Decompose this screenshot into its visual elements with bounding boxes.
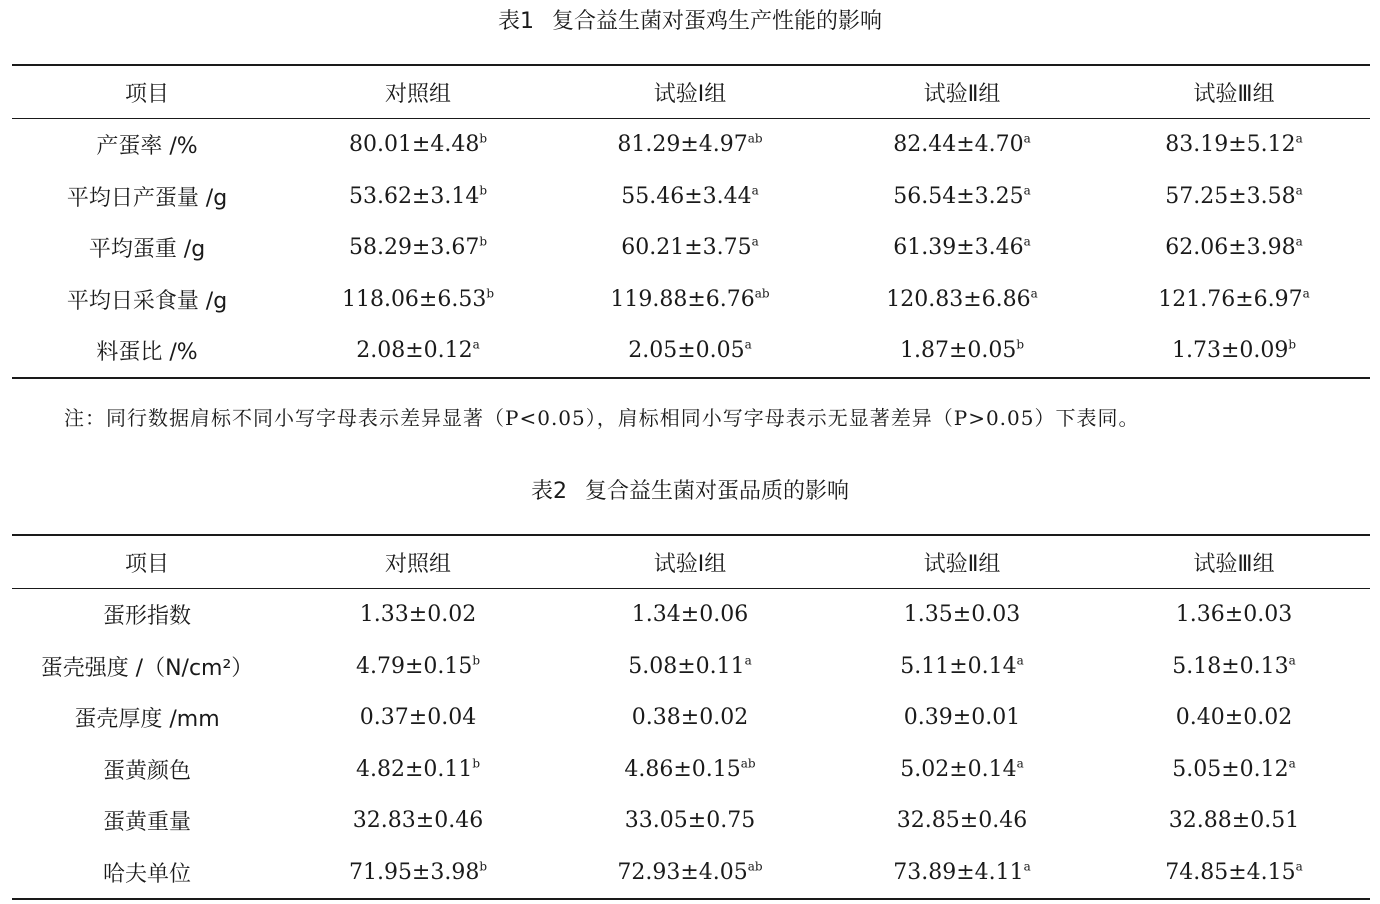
cell-value: 72.93±4.05 bbox=[617, 859, 748, 885]
data-cell bbox=[282, 795, 554, 847]
table-row bbox=[12, 744, 1370, 796]
cell-value: 58.29±3.67 bbox=[348, 235, 480, 261]
significance-superscript: b bbox=[479, 234, 488, 249]
table-row bbox=[12, 641, 1370, 693]
data-cell bbox=[1098, 274, 1370, 326]
significance-superscript: ab bbox=[747, 131, 763, 146]
cell-value: 5.11±0.14 bbox=[900, 653, 1017, 679]
cell-value: 5.02±0.14 bbox=[900, 756, 1017, 782]
table-row bbox=[12, 325, 1370, 378]
significance-superscript: ab bbox=[747, 859, 763, 874]
table2-body bbox=[12, 589, 1370, 900]
data-cell bbox=[554, 847, 826, 900]
cell-value: 71.95±3.98 bbox=[348, 859, 480, 885]
significance-superscript: ab bbox=[754, 286, 770, 301]
data-cell bbox=[826, 589, 1098, 641]
data-cell bbox=[554, 171, 826, 223]
data-cell bbox=[554, 325, 826, 378]
significance-superscript: a bbox=[744, 337, 752, 352]
data-cell bbox=[1098, 847, 1370, 900]
cell-value: 55.46±3.44 bbox=[621, 183, 752, 209]
significance-superscript: a bbox=[751, 234, 759, 249]
table1-header-item: 项目 bbox=[124, 81, 169, 107]
data-cell bbox=[554, 641, 826, 693]
cell-value: 4.79±0.15 bbox=[355, 653, 473, 679]
data-cell bbox=[554, 795, 826, 847]
cell-value: 0.38±0.02 bbox=[631, 705, 749, 731]
data-cell bbox=[1098, 589, 1370, 641]
significance-superscript: a bbox=[1030, 286, 1038, 301]
row-item-label: 蛋形指数 bbox=[102, 604, 191, 630]
data-cell bbox=[554, 119, 826, 171]
row-item-label: 哈夫单位 bbox=[102, 861, 191, 887]
significance-superscript: a bbox=[1016, 653, 1024, 668]
cell-value: 5.05±0.12 bbox=[1172, 756, 1289, 782]
cell-value: 119.88±6.76 bbox=[610, 286, 755, 312]
table1-caption-number: 表1 bbox=[497, 9, 534, 34]
cell-value: 82.44±4.70 bbox=[893, 132, 1024, 158]
data-cell bbox=[826, 119, 1098, 171]
cell-value: 121.76±6.97 bbox=[1158, 286, 1303, 312]
table-row bbox=[12, 692, 1370, 744]
table1-caption-text: 复合益生菌对蛋鸡生产性能的影响 bbox=[551, 9, 882, 34]
row-item-label: 料蛋比 /% bbox=[96, 340, 198, 366]
table2-caption-number: 表2 bbox=[530, 479, 567, 504]
cell-value: 56.54±3.25 bbox=[893, 183, 1024, 209]
data-cell bbox=[1098, 795, 1370, 847]
cell-value: 0.40±0.02 bbox=[1175, 705, 1293, 731]
data-cell bbox=[826, 795, 1098, 847]
table-row bbox=[12, 119, 1370, 171]
data-cell bbox=[826, 222, 1098, 274]
cell-value: 81.29±4.97 bbox=[617, 132, 748, 158]
significance-superscript: a bbox=[1023, 183, 1031, 198]
cell-value: 4.82±0.11 bbox=[355, 756, 473, 782]
cell-value: 32.85±0.46 bbox=[896, 808, 1028, 834]
table-row bbox=[12, 222, 1370, 274]
table2-caption-text: 复合益生菌对蛋品质的影响 bbox=[584, 479, 849, 504]
significance-superscript: a bbox=[1302, 286, 1310, 301]
data-cell bbox=[826, 744, 1098, 796]
data-cell bbox=[1098, 641, 1370, 693]
row-item-label: 蛋壳强度 /（N/cm²） bbox=[40, 655, 254, 681]
data-cell bbox=[282, 222, 554, 274]
table-row bbox=[12, 847, 1370, 900]
data-cell bbox=[282, 847, 554, 900]
cell-value: 118.06±6.53 bbox=[341, 286, 487, 312]
data-cell bbox=[826, 692, 1098, 744]
data-cell bbox=[826, 171, 1098, 223]
row-item-label: 平均蛋重 /g bbox=[88, 237, 206, 263]
table2-header-row bbox=[12, 535, 1370, 589]
cell-value: 1.34±0.06 bbox=[631, 602, 749, 628]
data-cell bbox=[1098, 171, 1370, 223]
row-item-label: 蛋壳厚度 /mm bbox=[74, 707, 220, 733]
cell-value: 57.25±3.58 bbox=[1165, 183, 1296, 209]
row-item-label: 平均日采食量 /g bbox=[66, 288, 228, 314]
cell-value: 32.88±0.51 bbox=[1168, 808, 1300, 834]
table2-header-trial3: 试验Ⅲ组 bbox=[1193, 551, 1275, 577]
significance-superscript: a bbox=[1016, 756, 1024, 771]
table1-body bbox=[12, 119, 1370, 378]
significance-superscript: b bbox=[479, 859, 488, 874]
significance-superscript: a bbox=[751, 183, 759, 198]
data-cell bbox=[554, 692, 826, 744]
data-cell bbox=[282, 274, 554, 326]
table1-header-row bbox=[12, 65, 1370, 119]
cell-value: 74.85±4.15 bbox=[1165, 859, 1296, 885]
row-item-label: 蛋黄重量 bbox=[102, 810, 191, 836]
table-row bbox=[12, 795, 1370, 847]
significance-superscript: a bbox=[1023, 234, 1031, 249]
significance-superscript: a bbox=[472, 337, 480, 352]
significance-superscript: b bbox=[472, 756, 481, 771]
cell-value: 73.89±4.11 bbox=[893, 859, 1024, 885]
cell-value: 1.73±0.09 bbox=[1171, 338, 1289, 364]
cell-value: 61.39±3.46 bbox=[893, 235, 1024, 261]
data-cell bbox=[282, 589, 554, 641]
cell-value: 1.35±0.03 bbox=[903, 602, 1021, 628]
data-cell bbox=[282, 171, 554, 223]
table-row bbox=[12, 589, 1370, 641]
table2-header-item: 项目 bbox=[124, 551, 169, 577]
data-cell bbox=[282, 119, 554, 171]
cell-value: 1.87±0.05 bbox=[899, 338, 1017, 364]
significance-superscript: a bbox=[744, 653, 752, 668]
significance-superscript: a bbox=[1295, 234, 1303, 249]
significance-superscript: a bbox=[1295, 131, 1303, 146]
table1-header-trial2: 试验Ⅱ组 bbox=[923, 81, 1001, 107]
significance-superscript: a bbox=[1295, 183, 1303, 198]
cell-value: 2.08±0.12 bbox=[356, 338, 473, 364]
row-item-label: 产蛋率 /% bbox=[96, 134, 198, 160]
data-cell bbox=[1098, 119, 1370, 171]
cell-value: 0.39±0.01 bbox=[903, 705, 1021, 731]
table-row bbox=[12, 274, 1370, 326]
table1-header-control: 对照组 bbox=[384, 81, 451, 107]
cell-value: 62.06±3.98 bbox=[1165, 235, 1296, 261]
data-cell bbox=[554, 222, 826, 274]
significance-superscript: b bbox=[479, 183, 488, 198]
significance-superscript: ab bbox=[740, 756, 756, 771]
significance-superscript: a bbox=[1023, 859, 1031, 874]
significance-superscript: a bbox=[1023, 131, 1031, 146]
cell-value: 60.21±3.75 bbox=[621, 235, 752, 261]
data-cell bbox=[282, 325, 554, 378]
data-cell bbox=[826, 325, 1098, 378]
data-cell bbox=[1098, 325, 1370, 378]
table1-header-trial1: 试验Ⅰ组 bbox=[653, 81, 727, 107]
cell-value: 120.83±6.86 bbox=[886, 286, 1031, 312]
table1 bbox=[12, 64, 1370, 379]
significance-superscript: b bbox=[1016, 337, 1025, 352]
significance-superscript: a bbox=[1288, 653, 1296, 668]
data-cell bbox=[1098, 222, 1370, 274]
significance-superscript: b bbox=[1288, 337, 1297, 352]
significance-superscript: a bbox=[1295, 859, 1303, 874]
table2-caption bbox=[0, 474, 1380, 505]
data-cell bbox=[554, 274, 826, 326]
cell-value: 53.62±3.14 bbox=[348, 183, 480, 209]
table-note: 注：同行数据肩标不同小写字母表示差异显著（P<0.05），肩标相同小写字母表示无显著差异（P>0.05）下表同。 bbox=[64, 406, 1140, 430]
significance-superscript: b bbox=[472, 653, 481, 668]
data-cell bbox=[554, 744, 826, 796]
data-cell bbox=[1098, 744, 1370, 796]
data-cell bbox=[1098, 692, 1370, 744]
cell-value: 5.08±0.11 bbox=[628, 653, 745, 679]
cell-value: 5.18±0.13 bbox=[1172, 653, 1289, 679]
significance-superscript: b bbox=[486, 286, 495, 301]
significance-superscript: b bbox=[479, 131, 488, 146]
table2 bbox=[12, 534, 1370, 900]
cell-value: 1.36±0.03 bbox=[1175, 602, 1293, 628]
data-cell bbox=[554, 589, 826, 641]
table1-header-trial3: 试验Ⅲ组 bbox=[1193, 81, 1275, 107]
data-cell bbox=[282, 744, 554, 796]
table2-header-trial1: 试验Ⅰ组 bbox=[653, 551, 727, 577]
data-cell bbox=[282, 641, 554, 693]
cell-value: 80.01±4.48 bbox=[348, 132, 480, 158]
cell-value: 2.05±0.05 bbox=[628, 338, 745, 364]
data-cell bbox=[826, 847, 1098, 900]
cell-value: 0.37±0.04 bbox=[359, 705, 477, 731]
table1-caption bbox=[0, 4, 1380, 35]
row-item-label: 蛋黄颜色 bbox=[102, 758, 191, 784]
cell-value: 83.19±5.12 bbox=[1165, 132, 1296, 158]
data-cell bbox=[826, 641, 1098, 693]
table2-header-control: 对照组 bbox=[384, 551, 451, 577]
cell-value: 4.86±0.15 bbox=[624, 756, 741, 782]
table-row bbox=[12, 171, 1370, 223]
cell-value: 1.33±0.02 bbox=[359, 602, 477, 628]
data-cell bbox=[826, 274, 1098, 326]
significance-superscript: a bbox=[1288, 756, 1296, 771]
table2-header-trial2: 试验Ⅱ组 bbox=[923, 551, 1001, 577]
cell-value: 32.83±0.46 bbox=[352, 808, 484, 834]
row-item-label: 平均日产蛋量 /g bbox=[66, 185, 228, 211]
data-cell bbox=[282, 692, 554, 744]
cell-value: 33.05±0.75 bbox=[624, 808, 756, 834]
